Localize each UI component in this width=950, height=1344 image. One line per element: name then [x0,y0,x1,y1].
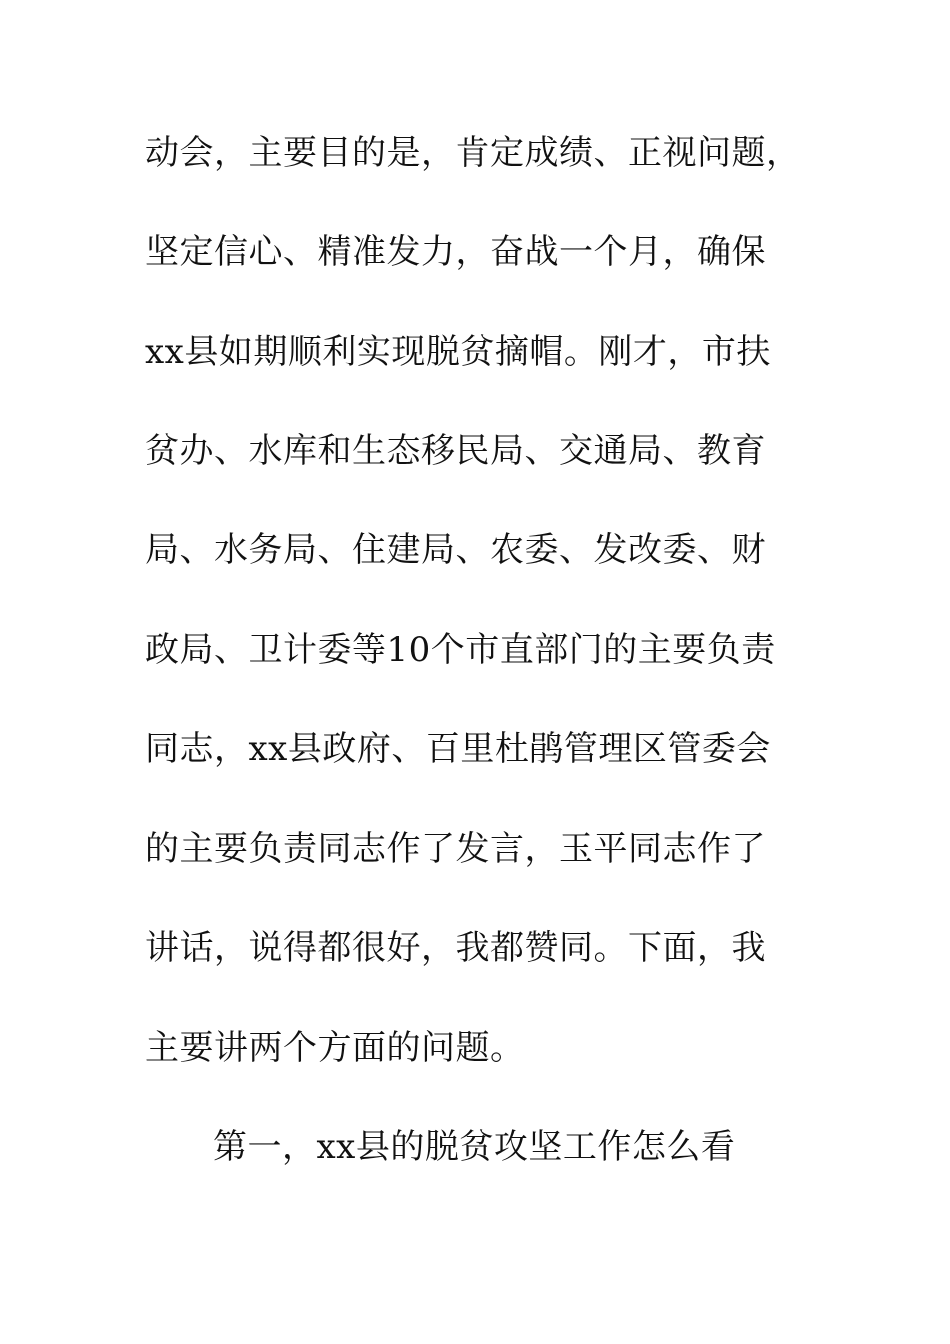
text-line-2: 坚定信心、精准发力，奋战一个月，确保 [145,232,766,272]
text-line-1: 动会，主要目的是，肯定成绩、正视问题， [145,133,801,173]
section-heading: 第一，xx县的脱贫攻坚工作怎么看 [213,1127,736,1167]
text-line-9: 讲话，说得都很好，我都赞同。下面，我 [145,928,766,968]
text-line-5: 局、水务局、住建局、农委、发改委、财 [145,530,766,570]
text-line-8: 的主要负责同志作了发言，玉平同志作了 [145,829,766,869]
text-line-7: 同志，xx县政府、百里杜鹃管理区管委会 [145,729,771,769]
text-line-3: xx县如期顺利实现脱贫摘帽。刚才，市扶 [145,332,771,372]
text-line-10: 主要讲两个方面的问题。 [145,1028,525,1068]
text-line-4: 贫办、水库和生态移民局、交通局、教育 [145,431,766,471]
text-line-6: 政局、卫计委等10个市直部门的主要负责 [145,630,776,670]
